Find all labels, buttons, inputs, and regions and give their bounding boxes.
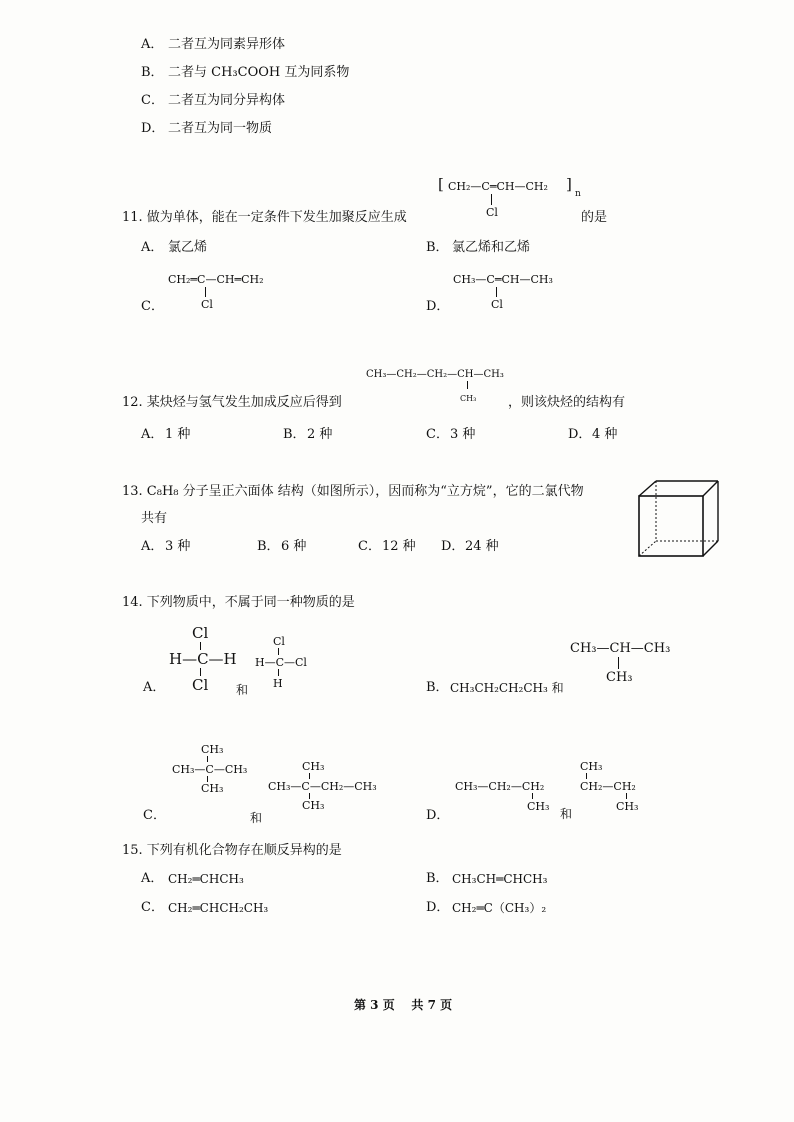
option-letter: B． [426,240,449,255]
option-letter: C． [141,299,164,314]
formula-main: CH₃—C═CH—CH₃ [453,273,553,286]
and-text: 和 [236,683,249,697]
option-text: 二者与 CH₃COOH 互为同系物 [168,65,350,80]
q12-stem-end: ，则该炔烃的结构有 [508,395,626,410]
option-letter: A． [143,680,166,695]
q13-stem: 13. C₈H₈ 分子呈正六面体 结构（如图所示），因而称为“立方烷”，它的二氯代物 [122,484,584,499]
option-text: 二者互为同素异形体 [168,37,286,52]
option-letter: D． [441,539,465,554]
q13-stem-cont: 共有 [141,511,168,526]
q11-stem-end: 的是 [581,210,608,225]
and-text: 和 [560,807,573,821]
option-letter: A． [141,871,164,886]
option-letter: C． [426,427,449,442]
formula-sub: Cl [486,206,498,219]
option-text: 氯乙烯 [168,240,208,255]
q14-stem: 14. 下列物质中，不属于同一种物质的是 [122,595,355,610]
option-text: 二者互为同一物质 [168,121,273,136]
option-text: 6 种 [281,539,307,554]
option-text: 3 种 [450,427,476,442]
cube-diagram [638,480,720,558]
option-letter: A． [141,427,164,442]
option-text: CH₃CH═CHCH₃ [452,872,548,886]
q11-stem: 11. 做为单体，能在一定条件下发生加聚反应生成 [122,210,407,225]
option-text: CH₂═CHCH₂CH₃ [168,901,269,915]
option-text: 4 种 [592,427,618,442]
option-letter: D． [426,299,450,314]
formula-main: CH₂—C═CH—CH₂ [448,180,548,193]
option-text: 2 种 [307,427,333,442]
q12-stem: 12. 某炔烃与氢气发生加成反应后得到 [122,395,342,410]
formula-n: n [575,189,581,199]
option-text: CH₂═CHCH₃ [168,872,244,886]
option-letter: B． [426,680,449,695]
option-letter: C． [143,808,166,823]
formula-main: CH₂═C—CH═CH₂ [168,273,264,286]
option-letter: A． [141,539,164,554]
option-text: 3 种 [165,539,191,554]
formula-sub: Cl [201,298,213,311]
option-letter: A． [141,240,164,255]
formula-main: CH₃—CH₂—CH₂—CH—CH₃ [366,369,504,380]
option-letter: D． [426,900,450,915]
formula-sub: Cl [491,298,503,311]
option-text: 24 种 [465,539,499,554]
option-letter: D． [426,808,450,823]
option-letter: C． [358,539,381,554]
and-text: 和 [250,811,263,825]
q15-stem: 15. 下列有机化合物存在顺反异构的是 [122,843,342,858]
formula-sub: CH₃ [460,394,477,403]
option-text: 1 种 [165,427,191,442]
option-letter: B． [141,65,164,80]
option-letter: D． [568,427,592,442]
option-letter: D． [141,121,165,136]
option-letter: C． [141,93,164,108]
option-letter: B． [257,539,280,554]
option-letter: B． [426,871,449,886]
option-text: 12 种 [382,539,416,554]
option-letter: A． [141,37,164,52]
page-footer: 第 3 页 共 7 页 [354,998,453,1012]
option-text: 二者互为同分异构体 [168,93,286,108]
option-text: CH₃CH₂CH₂CH₃ 和 [450,681,564,695]
option-letter: C． [141,900,164,915]
option-text: CH₂═C（CH₃）₂ [452,901,547,915]
option-text: 氯乙烯和乙烯 [452,240,531,255]
option-letter: B． [283,427,306,442]
